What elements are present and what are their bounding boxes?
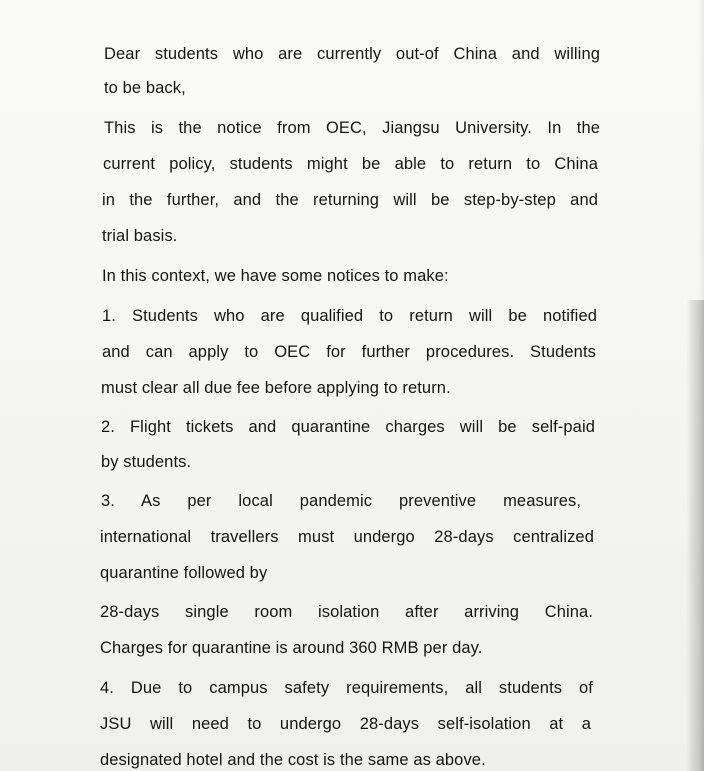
text-line: quarantine followed by bbox=[100, 564, 268, 582]
text-line: by students. bbox=[101, 453, 192, 471]
text-line: 2. Flight tickets and quarantine charges will be self-paid bbox=[101, 418, 595, 436]
text-line: to be back, bbox=[104, 79, 186, 97]
text-line: current policy, students might be able to return to China bbox=[103, 155, 598, 173]
text-line: Charges for quarantine is around 360 RMB per day. bbox=[100, 639, 483, 657]
text-line: trial basis. bbox=[102, 227, 178, 245]
text-line: designated hotel and the cost is the same as above. bbox=[100, 751, 486, 769]
text-line: 28-days single room isolation after arriving China. bbox=[100, 603, 593, 621]
text-line: 4. Due to campus safety requirements, all students of bbox=[100, 679, 593, 697]
text-line: 1. Students who are qualified to return will be notified bbox=[102, 307, 597, 325]
text-line: and can apply to OEC for further procedures. Students bbox=[102, 343, 596, 361]
text-line: In this context, we have some notices to make: bbox=[102, 267, 449, 285]
text-line: international travellers must undergo 28-days centralized bbox=[100, 528, 594, 546]
text-line: must clear all due fee before applying to return. bbox=[101, 379, 451, 397]
text-line: JSU will need to undergo 28-days self-isolation at a bbox=[100, 715, 591, 733]
page-fold-shadow bbox=[686, 300, 704, 771]
text-line: in the further, and the returning will be step-by-step and bbox=[102, 191, 598, 209]
text-line: This is the notice from OEC, Jiangsu University. In the bbox=[104, 119, 600, 137]
text-line: Dear students who are currently out-of China and willing bbox=[104, 45, 600, 63]
text-line: 3. As per local pandemic preventive measures, bbox=[101, 492, 581, 510]
